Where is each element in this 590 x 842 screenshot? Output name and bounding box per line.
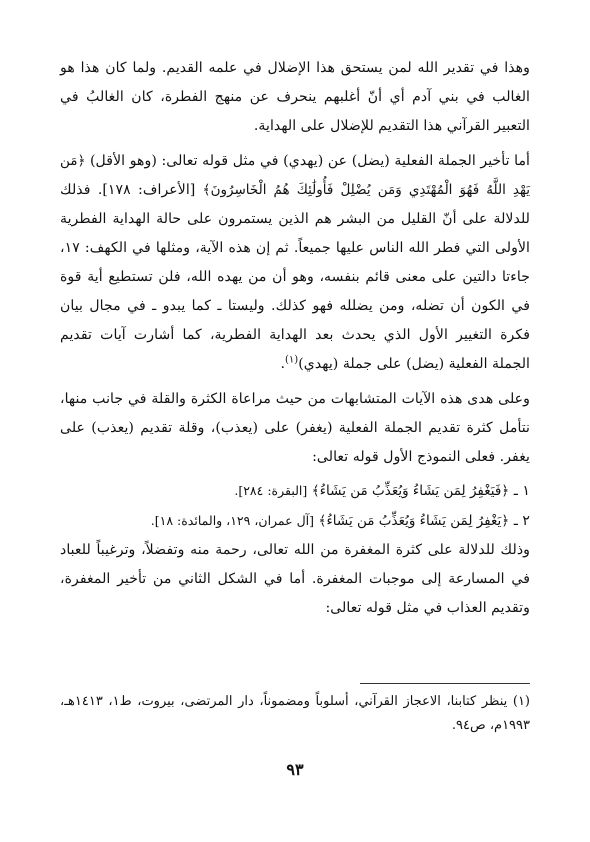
quran-verse-2: ﴿فَيَغْفِرُ لِمَن يَشَاءُ وَيُعَذِّبُ مَن يَشَاءُ﴾ — [311, 483, 510, 499]
list-item-2 — [60, 506, 530, 536]
quran-verse-1: ﴿مَن يَهْدِ اللَّهُ فَهُوَ الْمُهْتَدِي وَمَن يُضْلِلْ فَأُولَٰئِكَ هُمُ الْخَاسِرُونَ﴾ — [60, 153, 530, 198]
footnote-marker: (١) — [285, 354, 299, 366]
list-item-1-number: ١ ـ — [513, 483, 530, 499]
list-item-2-number: ٢ ـ — [513, 513, 530, 529]
paragraph-2-body: [الأعراف: ١٧٨]. فذلك للدلالة على أنّ القليل من البشر هم الذين يستمرون على حالة الهداية الفطرية الأولى التي فطر الله الناس عليها جميعاً. ثم إن هذه الآية، ومثلها في الكهف: ١٧، جاءتا دالتين على معنى قائم بنفسه، وهو أن من يهده الله، فلن تستطيع أية قوة في الكون أن تضله، ومن يضلله فهو كذلك. وليستا ـ كما يبدو ـ في مجال بيان فكرة التغيير الأول الذي يحدث بعد الهداية الفطرية، كما أشارت آيات تقديم الجملة الفعلية (يضل) على جملة (يهدي) — [60, 182, 530, 372]
paragraph-3: وعلى هدى هذه الآيات المتشابهات من حيث مراعاة الكثرة والقلة في جانب منها، نتأمل كثرة تقديم الجملة الفعلية (يغفر) على (يعذب)، وقلة تقديم (يعذب) على يغفر. فعلى النموذج الأول قوله تعالى: — [60, 391, 530, 465]
list-item-1 — [60, 476, 530, 506]
paragraph-2-intro: أما تأخير الجملة الفعلية (يضل) عن (يهدي) في مثل قوله تعالى: (وهو الأقل) — [90, 153, 530, 169]
page-body — [60, 54, 530, 623]
page-number: ٩٣ — [286, 760, 304, 779]
verse-2-reference: [البقرة: ٢٨٤]. — [234, 483, 308, 498]
paragraph-2: أما تأخير الجملة الفعلية (يضل) عن (يهدي) في مثل قوله تعالى: (وهو الأقل) ﴿مَن يَهْدِ اللَّهُ فَهُوَ الْمُهْتَدِي وَمَن يُضْلِلْ فَأُولَٰئِكَ هُمُ الْخَاسِرُونَ﴾ [الأعراف: ١٧٨]. فذلك للدلالة على أنّ القليل من البشر هم الذين يستمرون على حالة الهداية الفطرية الأولى التي فطر الله الناس عليها جميعاً. ثم إن هذه الآية، ومثلها في الكهف: ١٧، جاءتا دالتين على معنى قائم بنفسه، وهو أن من يهده الله، فلن تستطيع أية قوة في الكون أن تضله، ومن يضلله فهو كذلك. وليستا ـ كما يبدو ـ في مجال بيان فكرة التغيير الأول الذي يحدث بعد الهداية الفطرية، كما أشارت آيات تقديم الجملة الفعلية (يضل) على جملة (يهدي)$^{(١)}$. — [60, 153, 530, 372]
verse-3-reference: [آل عمران، ١٢٩، والمائدة: ١٨]. — [150, 513, 315, 528]
footnote-divider — [360, 683, 530, 684]
paragraph-1: وهذا في تقدير الله لمن يستحق هذا الإضلال في علمه القديم. ولما كان هذا هو الغالب في بني آدم أي أنّ أغلبهم ينحرف عن منهج الفطرة، كان الغالبُ في التعبير القرآني هذا التقديم للإضلال على الهداية. — [60, 60, 530, 134]
footnote: (١) ينظر كتابنا، الاعجاز القرآني، أسلوباً ومضموناً، دار المرتضى، بيروت، ط١، ١٤١٣هـ، ١٩٩٣م، ص٩٤. — [60, 694, 530, 733]
paragraph-4: وذلك للدلالة على كثرة المغفرة من الله تعالى، رحمة منه وتفضلاً، وترغيباً للعباد في المسارعة إلى موجبات المغفرة. أما في الشكل الثاني من تأخير المغفرة، وتقديم العذاب في مثل قوله تعالى: — [60, 542, 530, 616]
quran-verse-3: ﴿يَغْفِرُ لِمَن يَشَاءُ وَيُعَذِّبُ مَن يَشَاءُ﴾ — [318, 513, 510, 529]
